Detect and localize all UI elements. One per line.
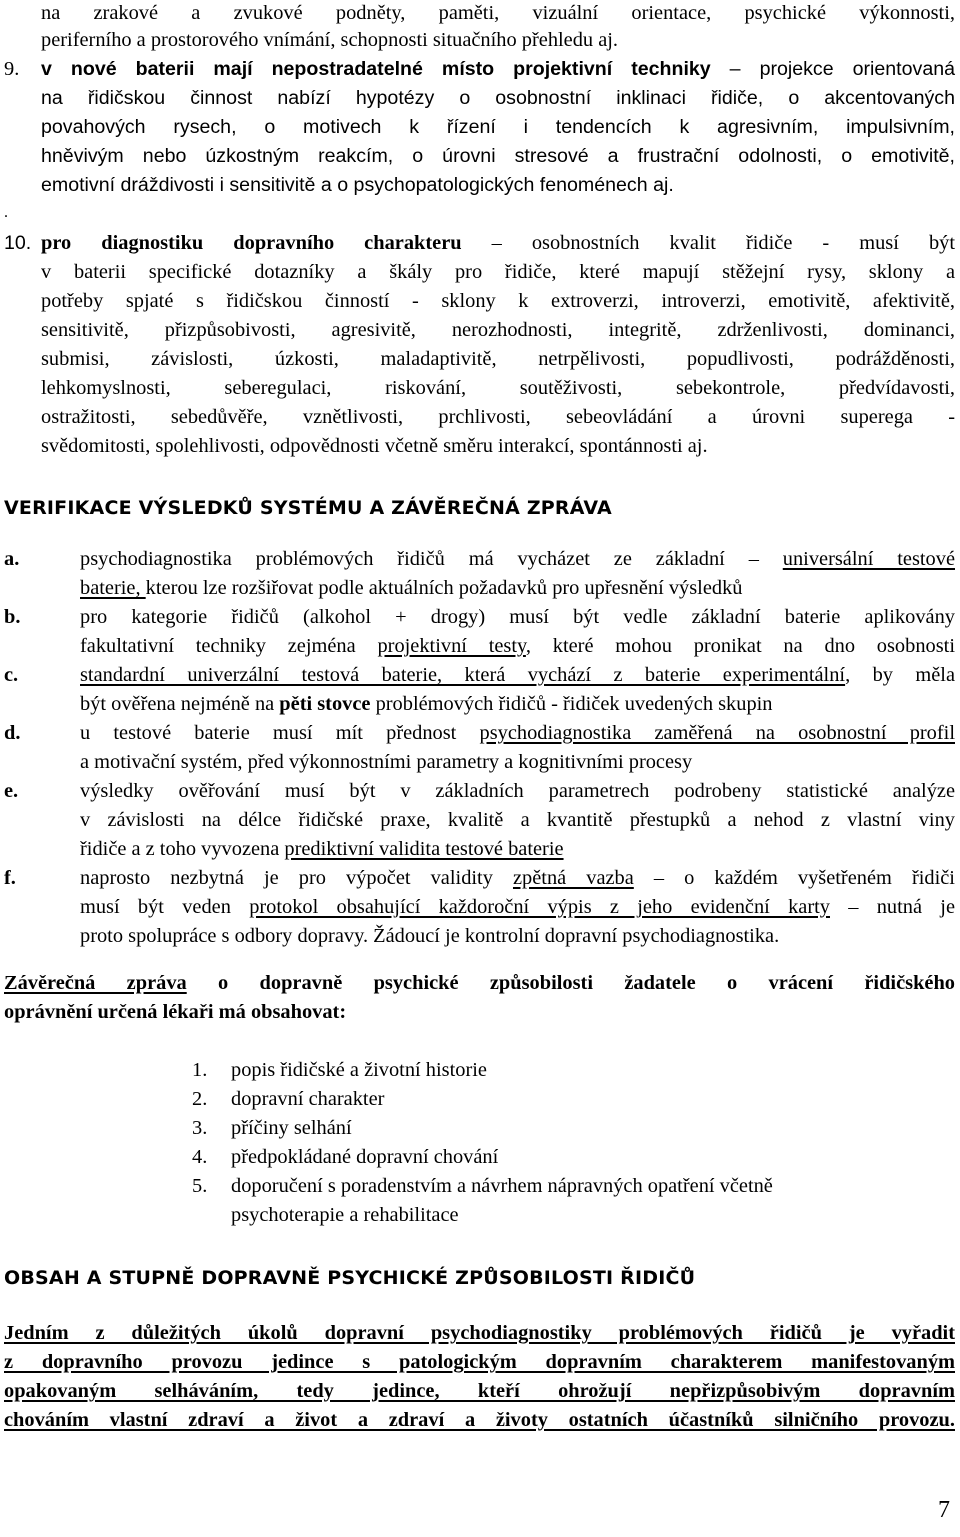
report-list-item-1: popis řidičské a životní historie <box>231 1059 487 1081</box>
item-10-line-4: sensitivitě, přizpůsobivosti, agresivitě, nerozhodnosti, integritě, zdrženlivosti, dominanci, <box>41 319 955 341</box>
report-underlined: Závěrečná zpráva <box>4 972 187 994</box>
report-line-1 <box>4 969 955 998</box>
item-10-line-5: submisi, závislosti, úzkosti, maladaptivitě, netrpělivosti, popudlivosti, podrážděnosti, <box>41 348 955 370</box>
item-a-text-2: kterou lze rozšiřovat podle aktuálních požadavků pro upřesnění výsledků <box>145 577 743 599</box>
report-list-num-5: 5. <box>192 1175 208 1197</box>
item-a-underlined-2: baterie, <box>80 577 146 599</box>
item-9-line-5: emotivní dráždivosti i sensitivitě a o psychopatologických fenoménech aj. <box>41 174 674 196</box>
item-f-text-4: – nutná je <box>830 896 955 918</box>
report-list-item-5-cont: psychoterapie a rehabilitace <box>231 1204 459 1226</box>
stray-dot: . <box>4 204 8 221</box>
item-a-underlined-1: universální testové <box>782 548 955 570</box>
report-list-item-5: doporučení s poradenstvím a návrhem nápravných opatření včetně <box>231 1175 773 1197</box>
intro-line-1: na zrakové a zvukové podněty, paměti, vizuální orientace, psychické výkonnosti, <box>41 2 955 24</box>
item-9-line-3: povahových rysech, o motivech k řízení i tendencích k agresivním, impulsivním, <box>41 116 955 138</box>
final-line-2: z dopravního provozu jedince s patologickým dopravním charakterem manifestovaným <box>4 1351 955 1373</box>
item-a-line-2 <box>80 574 742 603</box>
item-e-underlined: prediktivní validita testové baterie <box>284 838 564 860</box>
report-list-item-3: příčiny selhání <box>231 1117 352 1139</box>
item-f-line-1 <box>80 864 955 893</box>
item-c-line-2 <box>80 690 773 719</box>
item-b-line-1: pro kategorie řidičů (alkohol + drogy) musí být vedle základní baterie aplikovány <box>80 606 955 628</box>
item-c-line-1 <box>80 661 955 690</box>
report-list-item-2: dopravní charakter <box>231 1088 385 1110</box>
report-line-2: oprávnění určená lékaři má obsahovat: <box>4 1001 347 1023</box>
item-d-underlined: psychodiagnostika zaměřená na osobnostní profil <box>479 722 955 744</box>
item-e-line-1: výsledky ověřování musí být v základních parametrech podrobeny statistické analýze <box>80 780 955 802</box>
item-10-number: 10. <box>4 232 32 254</box>
item-9-line-2: na řidičskou činnost nabízí hypotézy o osobnostní inklinaci řidiče, o akcentovaných <box>41 87 955 109</box>
item-e-line-2: v závislosti na délce řidičské praxe, kvalitě a kvantitě přestupků a nehod z vlastní viny <box>80 809 955 831</box>
item-10-line-3: potřeby spjaté s řidičskou činností - sklony k extroverzi, introverzi, emotivitě, afektivitě, <box>41 290 955 312</box>
item-e-label: e. <box>4 780 19 802</box>
item-f-text-3: musí být veden <box>80 896 250 918</box>
final-line-1: Jedním z důležitých úkolů dopravní psychodiagnostiky problémových řidičů je vyřadit <box>4 1322 955 1344</box>
final-line-3: opakovaným selháváním, tedy jedince, kteří ohrožují nepřizpůsobivým dopravním <box>4 1380 955 1402</box>
intro-line-2: periferního a prostorového vnímání, schopnosti situačního přehledu aj. <box>41 29 619 51</box>
item-d-line-2: a motivační systém, před výkonnostními parametry a kognitivními procesy <box>80 751 693 773</box>
item-b-underlined: projektivní testy <box>377 635 526 657</box>
item-b-label: b. <box>4 606 21 628</box>
report-list-item-4: předpokládané dopravní chování <box>231 1146 499 1168</box>
item-c-bold: pěti stovce <box>279 693 371 715</box>
report-list-num-2: 2. <box>192 1088 208 1110</box>
item-f-underlined: zpětná vazba <box>512 867 634 889</box>
item-e-text: řidiče a z toho vyvozena <box>80 838 285 860</box>
item-f-text: naprosto nezbytná je pro výpočet validity <box>80 867 513 889</box>
item-9-line-4: hněvivým nebo úzkostným reakcím, o úrovni stresové a frustrační odolnosti, o emotivitě, <box>41 145 955 167</box>
item-10-line-1-rest: – osobnostních kvalit řidiče - musí být <box>461 232 955 254</box>
item-e-line-3 <box>80 835 564 864</box>
item-f-line-3: proto spolupráce s odbory dopravy. Žádoucí je kontrolní dopravní psychodiagnostika. <box>80 925 780 947</box>
item-f-line-2 <box>80 893 955 922</box>
item-c-underlined: standardní univerzální testová baterie, která vychází z baterie experimentální <box>80 664 846 686</box>
item-10-line-8: svědomitosti, spolehlivosti, odpovědnosti včetně směru interakcí, spontánnosti aj. <box>41 435 708 457</box>
item-10-line-2: v baterii specifické dotazníky a škály pro řidiče, které mapují stěžejní rysy, sklony a <box>41 261 955 283</box>
item-c-text-3: problémových řidičů - řidiček uvedených skupin <box>370 693 773 715</box>
report-list-num-4: 4. <box>192 1146 208 1168</box>
item-9-line-1-rest: – projekce orientovaná <box>710 58 956 80</box>
item-c-text: , by měla <box>845 664 955 686</box>
item-c-label: c. <box>4 664 19 686</box>
item-d-line-1 <box>80 719 955 748</box>
report-list-num-3: 3. <box>192 1117 208 1139</box>
final-line-4: chováním vlastní zdraví a život a zdraví a životy ostatních účastníků silničního provozu. <box>4 1409 955 1431</box>
item-b-text-2: , které mohou pronikat na dno osobnosti <box>525 635 955 657</box>
item-9-bold-lead: v nové baterii mají nepostradatelné místo projektivní techniky <box>41 58 711 80</box>
item-10-bold-lead: pro diagnostiku dopravního charakteru <box>41 232 462 254</box>
item-10-line-1 <box>41 229 955 258</box>
item-b-text: fakultativní techniky zejména <box>80 635 378 657</box>
item-f-underlined-2: protokol obsahující každoroční výpis z jeho evidenční karty <box>249 896 830 918</box>
item-c-text-2: být ověřena nejméně na <box>80 693 280 715</box>
item-10-line-7: ostražitosti, sebedůvěře, vznětlivosti, prchlivosti, sebeovládání a úrovni superega - <box>41 406 955 428</box>
item-a-text: psychodiagnostika problémových řidičů má vycházet ze základní – <box>80 548 783 570</box>
item-b-line-2 <box>80 632 955 661</box>
item-d-label: d. <box>4 722 21 744</box>
heading-verifikace: VERIFIKACE VÝSLEDKŮ SYSTÉMU A ZÁVĚREČNÁ ZPRÁVA <box>4 497 612 519</box>
item-9-number: 9. <box>4 58 20 80</box>
item-a-label: a. <box>4 548 20 570</box>
item-10-line-6: lehkomyslnosti, seberegulaci, riskování, soutěživosti, sebekontrole, předvídavosti, <box>41 377 955 399</box>
item-d-text: u testové baterie musí mít přednost <box>80 722 480 744</box>
report-text: o dopravně psychické způsobilosti žadatele o vrácení řidičského <box>186 972 956 994</box>
item-9-line-1 <box>41 55 955 84</box>
item-f-text-2: – o každém vyšetřeném řidiči <box>633 867 955 889</box>
heading-obsah: OBSAH A STUPNĚ DOPRAVNĚ PSYCHICKÉ ZPŮSOBILOSTI ŘIDIČŮ <box>4 1267 696 1289</box>
item-f-label: f. <box>4 867 16 889</box>
page-number: 7 <box>938 1497 950 1523</box>
report-list-num-1: 1. <box>192 1059 208 1081</box>
item-a-line-1 <box>80 545 955 574</box>
